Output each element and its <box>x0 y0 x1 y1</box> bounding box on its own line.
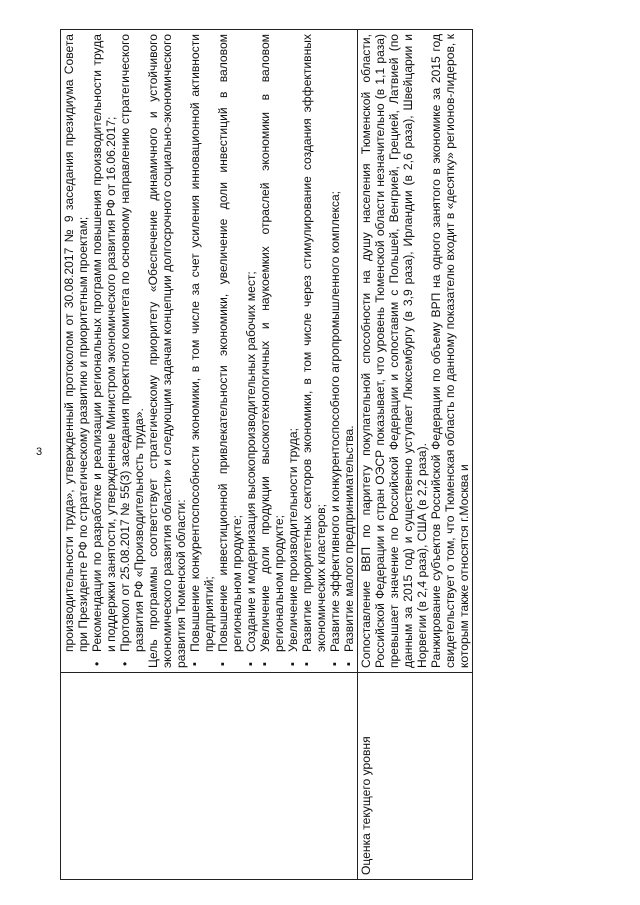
list-item: ▪ Развитие приоритетных секторов экономики, в том числе через стимулирование создания эффективных экономических кластеров; <box>300 34 328 668</box>
list-item: ▪ Развитие эффективного и конкурентоспособного агропромышленного комплекса; <box>328 34 342 668</box>
table-row-current-level <box>358 30 473 880</box>
rotated-page <box>60 30 620 880</box>
row-label-empty <box>61 673 358 880</box>
list-item: производительности труда», утвержденный протоколом от 30.08.2017 № 9 заседания президиума Совета при Президенте РФ по стратегическому развитию и приоритетным проектам; <box>62 34 90 652</box>
grp-ranking-text: Ранжирование субъектов Российской Федерации по объему ВРП на одного занятого в экономике за 2015 год свидетельствует о том, что Тюменская область по данному показателю входит в «десятку» регионов-лидеров, к которым также относятся г.Москва и <box>429 34 471 668</box>
row-content-current-level <box>358 30 473 673</box>
gdp-comparison-text: Сопоставление ВВП по паритету покупательной способности на душу населения Тюменской области, Российской Федерации и стран ОЭСР показывает, что уровень Тюменской области незначительно (в 1,1 раза) превышает значение по Российской Федерации и сопоставим с Польшей, Венгрией, Грецией, Латвией (по данным за 2015 год) и существенно уступает Люксембургу (в 3,9 раза), Ирландии (в 2,6 раза), Швейцарии и Норвегии (в 2,4 раза), США (в 2,2 раза). <box>359 34 429 668</box>
document-table <box>60 29 473 880</box>
list-item: ▪ Повышение конкурентоспособности экономики, в том числе за счет усиления инновационной активности предприятий; <box>188 34 216 668</box>
list-item: ▪ Повышение инвестиционной привлекательности экономики, увеличение доли инвестиций в валовом региональном продукте; <box>216 34 244 668</box>
row-label-current-level: Оценка текущего уровня <box>358 673 473 880</box>
list-item: ▪ Увеличение производительности труда; <box>286 34 300 668</box>
list-item: • Протокол от 25.08.2017 № 55(3) заседания проектного комитета по основному направлению стратегического развития РФ «Производительность труда». <box>118 34 146 668</box>
row-content-program-basis <box>61 30 358 673</box>
list-item: ▪ Создание и модернизация высокопроизводительных рабочих мест; <box>244 34 258 668</box>
page-number: 3 <box>36 446 43 458</box>
list-item: ▪ Увеличение доли продукции высокотехнологичных и наукоемких отраслей экономики в валовом региональном продукте; <box>258 34 286 668</box>
list-item: ▪ Развитие малого предпринимательства. <box>342 34 356 668</box>
list-item: • Рекомендации по разработке и реализации региональных программ повышения производительности труда и поддержки занятости, утвержденные Министром экономического развития РФ от 16.06.2017; <box>90 34 118 668</box>
program-goal-text: Цель программы соответствует стратегическому приоритету «Обеспечение динамичного и устойчивого экономического развития области» и следующим задачам концепции долгосрочного социально-экономического развития Тюменской области: <box>146 34 188 668</box>
table-row-program-basis <box>61 30 358 880</box>
